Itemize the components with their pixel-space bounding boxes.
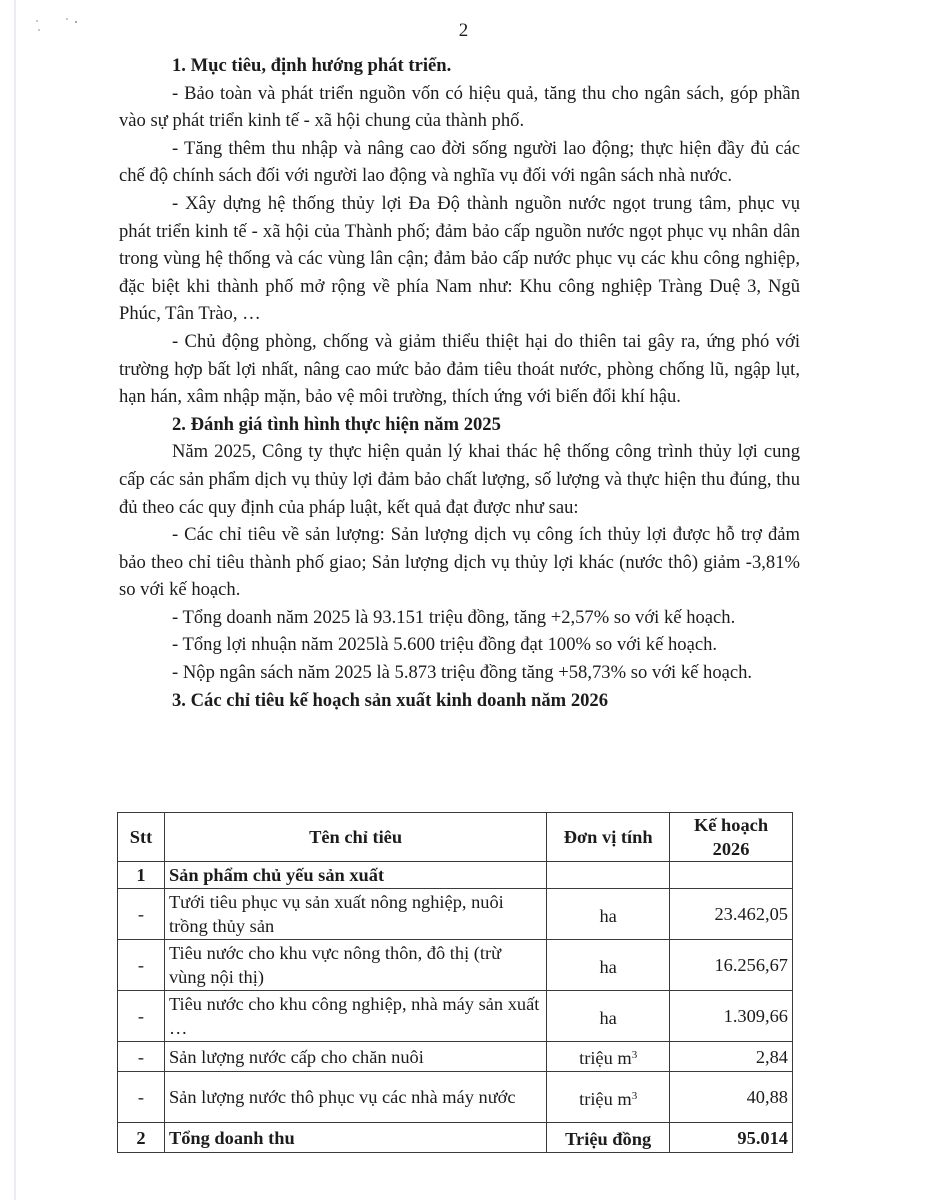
cell-plan-text: 95.014 [737,1127,788,1148]
section-plan-2026 [119,687,800,715]
cell-stt [118,862,165,889]
cell-name [164,1123,546,1153]
section-heading: 2. Đánh giá tình hình thực hiện năm 2025 [172,413,501,435]
header-plan: Kế hoạch 2026 [670,813,793,862]
cell-plan [670,1123,793,1153]
cell-name [164,889,546,940]
cell-stt-text: - [137,955,145,975]
cell-unit [547,1042,670,1072]
header-name: Tên chỉ tiêu [164,813,546,862]
table-row [118,889,793,940]
cell-unit [547,991,670,1042]
cell-plan-text: 1.309,66 [723,1006,788,1026]
paragraph: - Tăng thêm thu nhập và nâng cao đời sống người lao động; thực hiện đầy đủ các chế độ chính sách đối với người lao động và nghĩa vụ đối với ngân sách nhà nước. [119,137,800,187]
cell-name-text: Sản lượng nước cấp cho chăn nuôi [168,1046,424,1067]
cell-name [164,1042,546,1072]
table-header-row [118,813,793,862]
cell-unit-text: ha [599,905,617,926]
section-heading: 1. Mục tiêu, định hướng phát triển. [172,55,452,76]
cell-name [164,991,546,1042]
cell-plan [670,940,793,991]
scan-edge-shadow [14,0,16,1200]
cell-plan [670,889,793,940]
cell-name-text: Sản phẩm chủ yếu sản xuất [168,865,385,885]
cell-name-text: Sản lượng nước thô phục vụ các nhà máy nước [168,1087,516,1107]
cell-unit-text: triệu m [579,1088,632,1109]
cell-plan [670,862,793,889]
paragraph: - Bảo toàn và phát triển nguồn vốn có hiệu quả, tăng thu cho ngân sách, góp phần vào sự phát triển kinh tế - xã hội chung của thành phố. [119,82,800,132]
cell-name [164,940,546,991]
cell-name [164,862,546,889]
cell-name-text: Tiêu nước cho khu công nghiệp, nhà máy sản xuất … [168,994,540,1038]
cell-stt-text: - [137,1087,145,1107]
cell-plan [670,1042,793,1072]
unit-superscript: 3 [631,1049,638,1061]
cell-unit [547,1072,670,1123]
cell-stt [118,1123,165,1153]
cell-plan-text: 23.462,05 [714,904,788,924]
table-body [118,862,793,1153]
cell-stt [118,889,165,940]
cell-stt [118,991,165,1042]
paragraph: - Tổng doanh năm 2025 là 93.151 triệu đồng, tăng +2,57% so với kế hoạch. [172,606,736,628]
table-row [118,862,793,889]
cell-unit-text: Triệu đồng [565,1129,652,1149]
cell-name [164,1072,546,1123]
cell-stt [118,1042,165,1072]
cell-name-text: Tổng doanh thu [168,1127,295,1148]
cell-plan-text: 2,84 [755,1046,788,1067]
paragraph: - Chủ động phòng, chống và giảm thiểu thiệt hại do thiên tai gây ra, ứng phó với trường hợp bất lợi nhất, nâng cao mức bảo đảm tiêu thoát nước, phòng chống lũ, ngập lụt, hạn hán, xâm nhập mặn, bảo vệ môi trường, thích ứng với biến đổi khí hậu. [119,330,800,408]
section-heading: 3. Các chỉ tiêu kế hoạch sản xuất kinh doanh năm 2026 [172,689,609,711]
plan-2026-table [117,812,793,1153]
header-stt: Stt [118,813,165,862]
cell-stt-text: - [137,904,145,924]
cell-unit [547,889,670,940]
cell-name-text: Tiêu nước cho khu vực nông thôn, đô thị (trừ vùng nội thị) [168,943,502,987]
table-row [118,1123,793,1153]
cell-unit [547,862,670,889]
section-goals [119,52,800,411]
page-number: 2 [458,20,469,41]
cell-stt-text: 1 [136,865,146,885]
document-body [119,52,800,714]
cell-unit-text: ha [599,956,617,977]
cell-plan-text: 16.256,67 [714,955,788,975]
table-row [118,991,793,1042]
paragraph: - Xây dựng hệ thống thủy lợi Đa Độ thành nguồn nước ngọt trung tâm, phục vụ phát triển kinh tế - xã hội của Thành phố; đảm bảo cấp nguồn nước ngọt phục vụ nhân dân trong vùng hệ thống và các vùng lân cận; đảm bảo cấp nước phục vụ các khu công nghiệp, đặc biệt khi thành phố mở rộng về phía Nam như: Khu công nghiệp Tràng Duệ 3, Ngũ Phúc, Tân Trào, … [119,192,800,325]
cell-plan-text: 40,88 [746,1087,788,1107]
cell-plan [670,991,793,1042]
cell-stt-text: 2 [136,1127,146,1148]
cell-unit-text: ha [599,1007,617,1028]
cell-unit [547,1123,670,1153]
paragraph: - Tổng lợi nhuận năm 2025là 5.600 triệu đồng đạt 100% so với kế hoạch. [172,634,718,656]
cell-unit [547,940,670,991]
paragraph: - Các chỉ tiêu về sản lượng: Sản lượng dịch vụ công ích thủy lợi được hỗ trợ đảm bảo theo chỉ tiêu thành phố giao; Sản lượng dịch vụ thủy lợi khác (nước thô) giảm -3,81% so với kế hoạch. [119,524,800,601]
paragraph: - Nộp ngân sách năm 2025 là 5.873 triệu đồng tăng +58,73% so với kế hoạch. [172,662,753,684]
table-row [118,940,793,991]
cell-stt [118,940,165,991]
cell-unit-text: triệu m [579,1048,632,1068]
cell-stt-text: - [137,1046,145,1067]
section-evaluation-2025 [119,411,800,687]
paragraph: Năm 2025, Công ty thực hiện quản lý khai thác hệ thống công trình thủy lợi cung cấp các sản phẩm dịch vụ thủy lợi đảm bảo chất lượng, số lượng và thực hiện thu đúng, thu đủ theo các quy định của pháp luật, kết quả đạt được như sau: [119,441,800,518]
cell-plan [670,1072,793,1123]
cell-stt [118,1072,165,1123]
cell-name-text: Tưới tiêu phục vụ sản xuất nông nghiệp, nuôi trồng thủy sản [168,892,504,936]
header-unit: Đơn vị tính [547,813,670,862]
table-row [118,1072,793,1123]
cell-stt-text: - [137,1006,145,1026]
table-row [118,1042,793,1072]
unit-superscript: 3 [631,1089,638,1102]
